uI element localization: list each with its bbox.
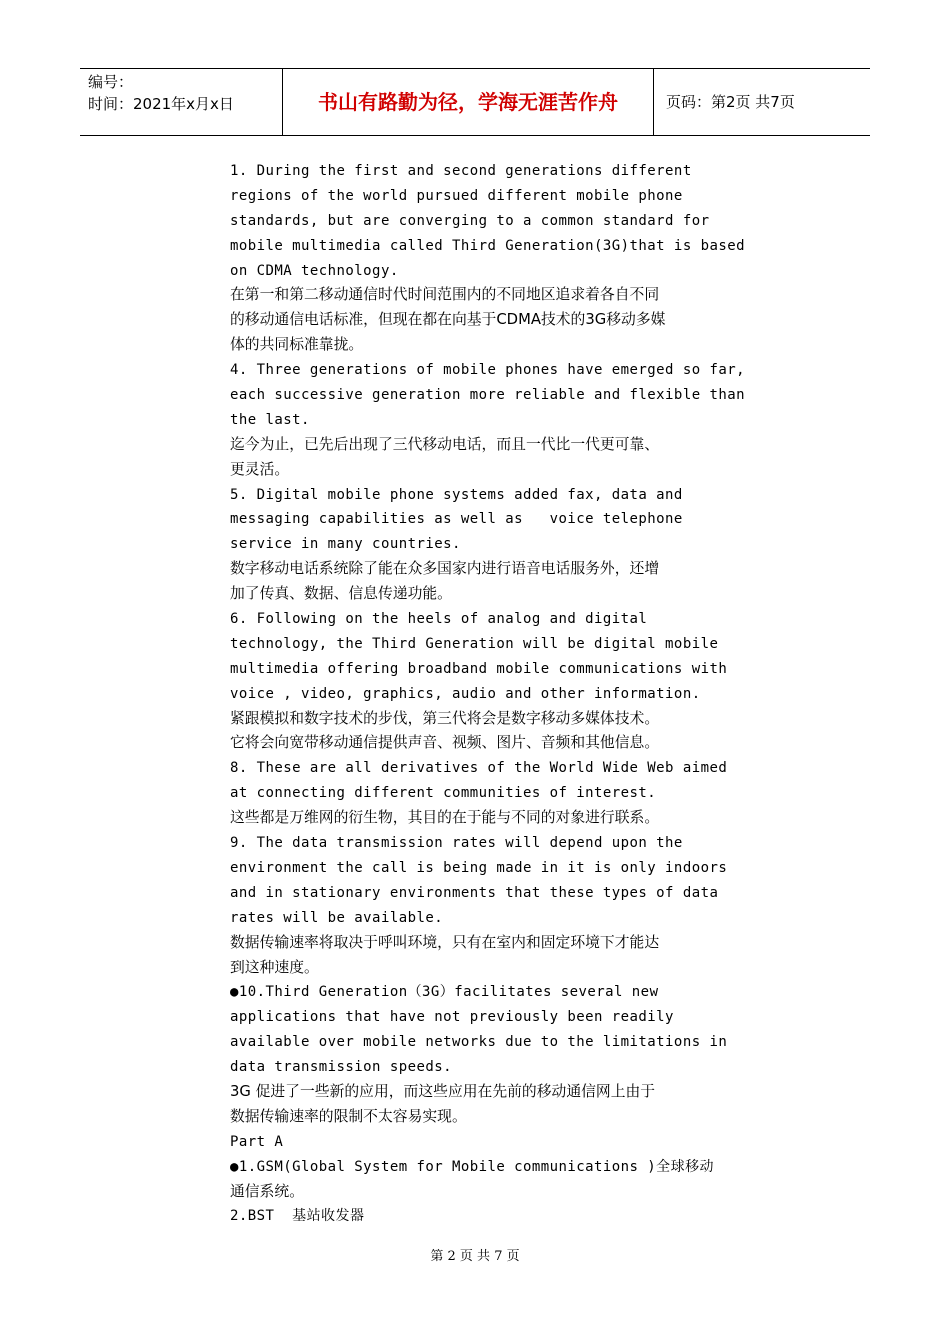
translation-line: 数字移动电话系统除了能在众多国家内进行语音电话服务外，还增	[230, 560, 660, 578]
source-line: rates will be available.	[230, 909, 444, 926]
translation-line: 更灵活。	[230, 460, 290, 478]
source-line: service in many countries.	[230, 536, 461, 553]
source-line: voice , video, graphics, audio and other information.	[230, 685, 701, 702]
header-motto: 书山有路勤为径，学海无涯苦作舟	[282, 69, 654, 135]
page-header	[80, 68, 870, 136]
translation-line: 体的共同标准靠拢。	[230, 336, 364, 354]
translation-line: 数据传输速率的限制不太容易实现。	[230, 1107, 467, 1125]
source-line: applications that have not previously been readily	[230, 1009, 674, 1026]
source-line: Part A	[230, 1133, 284, 1150]
source-line: 2.BST 基站收发器	[230, 1208, 365, 1225]
source-line: multimedia offering broadband mobile communications with	[230, 660, 728, 677]
source-line: environment the call is being made in it is only indoors	[230, 859, 728, 876]
source-line: 1. During the first and second generations different	[230, 163, 692, 179]
page-footer: 第 2 页 共 7 页	[430, 1249, 520, 1264]
source-line: 9. The data transmission rates will depend upon the	[230, 835, 683, 852]
source-line: regions of the world pursued different mobile phone	[230, 187, 683, 204]
translation-line: 3G 促进了一些新的应用，而这些应用在先前的移动通信网上由于	[230, 1082, 656, 1100]
source-line: data transmission speeds.	[230, 1059, 452, 1076]
translation-line: 数据传输速率将取决于呼叫环境，只有在室内和固定环境下才能达	[230, 933, 660, 951]
document-body	[230, 159, 745, 1229]
source-line: 5. Digital mobile phone systems added fax, data and	[230, 486, 683, 503]
source-line: messaging capabilities as well as voice telephone	[230, 511, 683, 528]
number-label: 编号：	[88, 73, 134, 91]
header-meta	[80, 69, 282, 135]
source-line: mobile multimedia called Third Generation(3G)that is based	[230, 237, 745, 254]
source-line: the last.	[230, 411, 310, 428]
header-page-info: 页码：第2页 共7页	[666, 93, 795, 111]
time-label: 时间：2021年x月x日	[88, 95, 234, 113]
translation-line: 这些都是万维网的衍生物，其目的在于能与不同的对象进行联系。	[230, 809, 660, 827]
translation-line: 它将会向宽带移动通信提供声音、视频、图片、音频和其他信息。	[230, 734, 660, 752]
source-line: each successive generation more reliable and flexible than	[230, 387, 745, 404]
source-line: technology, the Third Generation will be digital mobile	[230, 635, 719, 652]
source-line: at connecting different communities of interest.	[230, 785, 657, 802]
translation-line: 迄今为止，已先后出现了三代移动电话，而且一代比一代更可靠、	[230, 435, 660, 453]
source-line: 4. Three generations of mobile phones have emerged so far,	[230, 362, 745, 379]
source-line: standards, but are converging to a common standard for	[230, 212, 710, 229]
source-line: 6. Following on the heels of analog and digital	[230, 611, 648, 628]
source-line: on CDMA technology.	[230, 262, 399, 279]
source-line: and in stationary environments that these types of data	[230, 884, 719, 901]
source-line: ●10.Third Generation（3G）facilitates several new	[230, 984, 659, 1001]
translation-line: 加了传真、数据、信息传递功能。	[230, 585, 452, 603]
source-line: ●1.GSM(Global System for Mobile communications )全球移动	[230, 1158, 714, 1175]
translation-line: 紧跟模拟和数字技术的步伐，第三代将会是数字移动多媒体技术。	[230, 709, 660, 727]
translation-line: 在第一和第二移动通信时代时间范围内的不同地区追求着各自不同	[230, 286, 660, 304]
translation-line: 到这种速度。	[230, 958, 319, 976]
source-line: available over mobile networks due to the limitations in	[230, 1034, 728, 1051]
translation-line: 的移动通信电话标准，但现在都在向基于CDMA技术的3G移动多媒	[230, 311, 666, 329]
source-line: 8. These are all derivatives of the World Wide Web aimed	[230, 760, 728, 777]
translation-line: 通信系统。	[230, 1182, 304, 1200]
